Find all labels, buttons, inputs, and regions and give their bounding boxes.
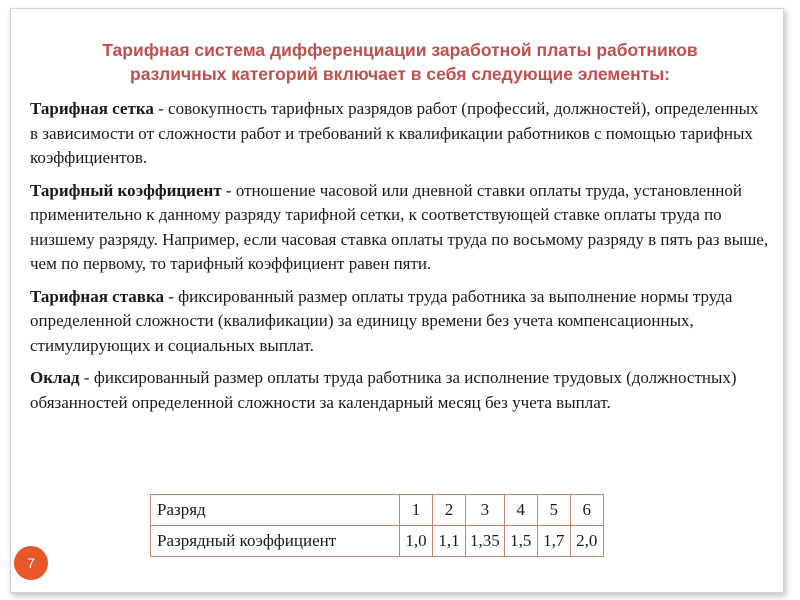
table-cell: 2,0 [570, 526, 603, 557]
paragraph-tariff-grid [30, 97, 770, 171]
title-line-1: Тарифная система дифференциации заработной платы работников [102, 40, 698, 60]
table-cell: 1,5 [504, 526, 537, 557]
title-line-2: различных категорий включает в себя следующие элементы: [130, 64, 670, 84]
table-cell: 1,0 [400, 526, 433, 557]
table-header-grade: Разряд [151, 495, 400, 526]
table-cell: 4 [504, 495, 537, 526]
term-label: Тарифная ставка [30, 286, 164, 306]
page-number-badge [14, 546, 48, 580]
term-definition: - отношение часовой или дневной ставки оплаты труда, установленной применительно к данному разряду тарифной сетки, к соответствующей ставке оплаты труда по низшему разряду. Например, если часовая ставка оплаты труда по восьмому разряду в пять раз выше, чем по первому, то тарифный коэффициент равен пяти. [30, 180, 769, 273]
term-definition: - фиксированный размер оплаты труда работника за выполнение нормы труда определенной сложности (квалификации) за единицу времени без учета компенсационных, стимулирующих и социальных выплат. [30, 286, 733, 355]
table-cell: 3 [466, 495, 505, 526]
slide-title [40, 38, 760, 86]
table-header-coefficient: Разрядный коэффициент [151, 526, 400, 557]
table-row [151, 495, 604, 526]
table-cell: 1,7 [537, 526, 570, 557]
table-cell: 6 [570, 495, 603, 526]
grade-coefficient-table [150, 494, 604, 557]
table-cell: 2 [433, 495, 466, 526]
paragraph-tariff-coefficient [30, 179, 770, 277]
term-label: Тарифная сетка [30, 99, 154, 118]
table-cell: 5 [537, 495, 570, 526]
term-label: Тарифный коэффициент [30, 180, 222, 200]
paragraph-tariff-rate [30, 285, 770, 359]
term-definition: - фиксированный размер оплаты труда работника за исполнение трудовых (должностных) обязанностей определенной сложности за календарный месяц без учета выплат. [30, 368, 737, 412]
table-cell: 1,1 [433, 526, 466, 557]
slide-content [30, 97, 770, 423]
term-definition: - совокупность тарифных разрядов работ (профессий, должностей), определенных в зависимости от сложности работ и требований к квалификации работников с помощью тарифных коэффициентов. [30, 99, 759, 167]
table-row [151, 526, 604, 557]
table-cell: 1,35 [466, 526, 505, 557]
paragraph-salary [30, 366, 770, 415]
table-cell: 1 [400, 495, 433, 526]
term-label: Оклад [30, 368, 80, 387]
page-number: 7 [27, 555, 35, 571]
